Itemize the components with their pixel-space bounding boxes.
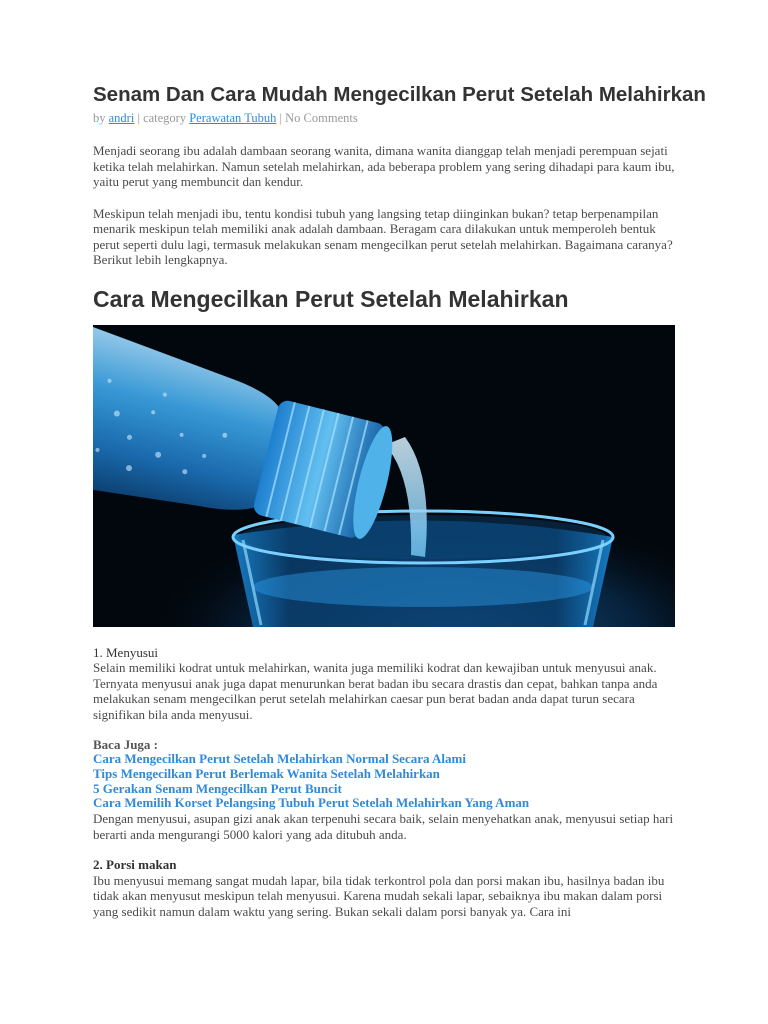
meta-category-label: | category (137, 111, 187, 125)
item-heading: 1. Menyusui (93, 644, 158, 660)
list-item (93, 767, 675, 782)
hero-image (93, 325, 675, 627)
related-links (93, 752, 675, 811)
list-item (93, 796, 675, 811)
category-link[interactable]: Perawatan Tubuh (189, 111, 277, 125)
item-text: Ibu menyusui memang sangat mudah lapar, bila tidak terkontrol pola dan porsi makan ibu, hasilnya badan ibu tidak akan menyusut meskipun telah menyusui. Karena mudah sekali lapar, sebaiknya ibu makan dalam porsi yang sedikit namun dalam waktu yang sering. Bukan sekali dalam porsi banyak ya. Cara ini (93, 872, 665, 919)
meta-by-label: by (93, 111, 106, 125)
related-link[interactable]: 5 Gerakan Senam Mengecilkan Perut Buncit (93, 780, 342, 796)
intro-paragraph: Meskipun telah menjadi ibu, tentu kondisi tubuh yang langsing tetap diinginkan bukan? tetap berpenampilan menarik meskipun telah memiliki anak adalah dambaan. Beragam cara dilakukan untuk memperoleh bentuk perut seperti dulu lagi, termasuk melakukan senam mengecilkan perut setelah melahirkan. Bagaimana caranya? Berikut lebih lengkapnya. (93, 205, 673, 267)
related-link[interactable]: Cara Mengecilkan Perut Setelah Melahirkan Normal Secara Alami (93, 751, 466, 766)
related-label: Baca Juga : (93, 737, 158, 752)
meta-comments: | No Comments (279, 111, 358, 125)
water-bottle-pouring-illustration (93, 325, 675, 627)
item-text: Selain memiliki kodrat untuk melahirkan, wanita juga memiliki kodrat dan kewajiban untuk menyusui anak. Ternyata menyusui anak juga dapat menurunkan berat badan ibu secara drastis dan cepat, bahkan tanpa anda melakukan senam mengecilkan perut setelah melahirkan caesar pun berat badan anda dapat turun secara signifikan bila anda menyusui. (93, 660, 658, 722)
list-item (93, 782, 675, 797)
article (93, 82, 706, 919)
author-link[interactable]: andri (108, 111, 135, 125)
related-link[interactable]: Tips Mengecilkan Perut Berlemak Wanita Setelah Melahirkan (93, 765, 440, 781)
intro-paragraph: Menjadi seorang ibu adalah dambaan seorang wanita, dimana wanita dianggap telah menjadi perempuan sejati ketika telah melahirkan. Namun setelah melahirkan, ada beberapa problem yang sering dihadapi para kaum ibu, yaitu perut yang membuncit dan kendur. (93, 143, 675, 189)
list-item (93, 752, 675, 767)
spacer (93, 722, 675, 737)
item-heading: 2. Porsi makan (93, 857, 177, 873)
post-title: Senam Dan Cara Mudah Mengecilkan Perut Setelah Melahirkan (93, 83, 706, 106)
post-meta (93, 110, 675, 126)
related-link[interactable]: Cara Memilih Korset Pelangsing Tubuh Perut Setelah Melahirkan Yang Aman (93, 795, 530, 811)
item-text: Dengan menyusui, asupan gizi anak akan terpenuhi secara baik, selain menyehatkan anak, menyusui setiap hari berarti anda mengurangi 5000 kalori yang ada ditubuh anda. (93, 811, 674, 842)
spacer (93, 842, 675, 857)
section-title: Cara Mengecilkan Perut Setelah Melahirkan (93, 285, 569, 312)
